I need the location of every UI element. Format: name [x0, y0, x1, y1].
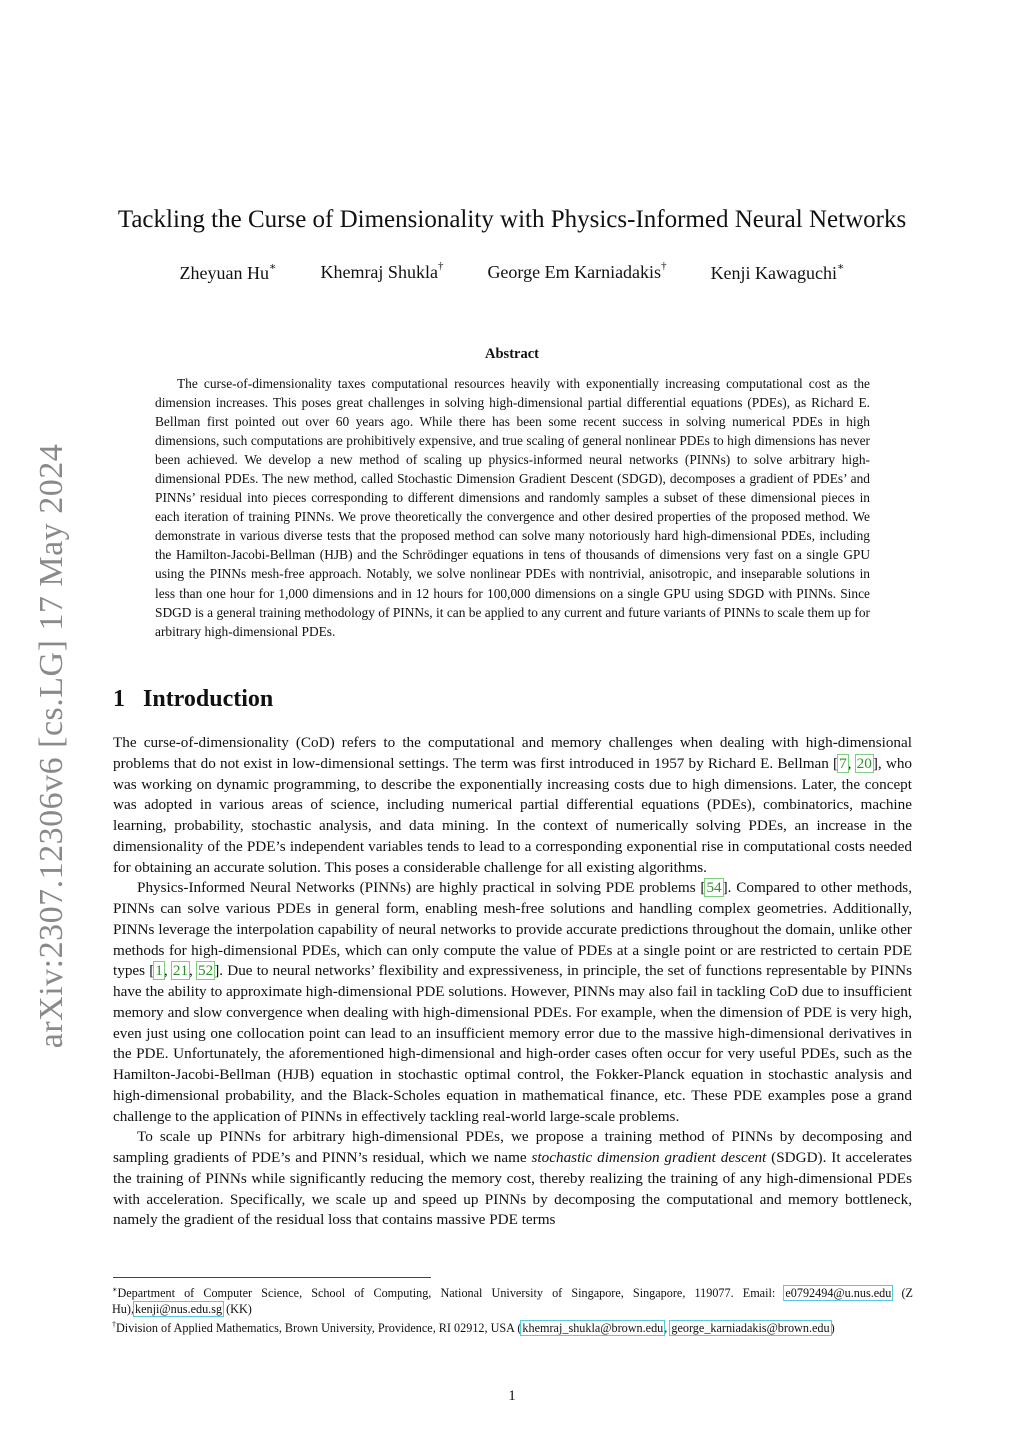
footnote-2	[112, 1317, 913, 1336]
emphasized-term: stochastic dimension gradient descent	[531, 1149, 767, 1166]
footnote-mark: †	[112, 1320, 116, 1330]
text-run: Division of Applied Mathematics, Brown University, Providence, RI 02912, USA (	[116, 1321, 522, 1336]
author-3	[487, 262, 666, 284]
text-run: (Z Hu),	[112, 1286, 913, 1317]
introduction-body	[113, 733, 912, 1231]
text-run: ]. Due to neural networks’ flexibility and expressiveness, in principle, the set of functions representable by PINNs have the ability to approximate high-dimensional PDE solutions. However, PINNs may also fail in tackling CoD due to insufficient memory and slow convergence when dealing with high-dimensional PDEs. For example, when the dimension of PDE is very high, even just using one collocation point can lead to an insufficient memory error due to the massive high-dimensional derivatives in the PDE. Unfortunately, the aforementioned high-dimensional and high-order cases often occur for very useful PDEs, such as the Hamilton-Jacobi-Bellman (HJB) equation in stochastic optimal control, the Fokker-Planck equation in stochastic analysis and high-dimensional probability, and the Black-Scholes equation in mathematical finance, etc. These PDE examples pose a grand challenge to the application of PINNs in effectively tackling real-world large-scale problems.	[113, 962, 912, 1125]
paper-title: Tackling the Curse of Dimensionality with Physics-Informed Neural Networks	[117, 206, 907, 233]
author-name: Kenji Kawaguchi	[710, 263, 838, 283]
page-number: 1	[508, 1388, 516, 1404]
section-title: Introduction	[143, 686, 274, 712]
text-run: ,	[163, 962, 172, 980]
citation-link[interactable]: 1	[155, 962, 163, 980]
paragraph	[113, 733, 912, 878]
citation-link[interactable]: 20	[856, 754, 872, 772]
arxiv-identifier-stamp: arXiv:2307.12306v6 [cs.LG] 17 May 2024	[33, 443, 70, 1049]
text-run: )	[830, 1321, 835, 1336]
email-link[interactable]: kenji@nus.edu.sg	[135, 1302, 223, 1317]
text-run: ,	[847, 754, 856, 772]
text-run: (KK)	[223, 1302, 252, 1317]
affiliation-mark: †	[661, 260, 667, 272]
citation-link[interactable]: 21	[172, 962, 189, 980]
text-run: The curse-of-dimensionality (CoD) refers to the computational and memory challenges when dealing with high-dimensional problems that do not exist in low-dimensional settings. The term was first introduced in 1957 by Richard E. Bellman [	[113, 734, 912, 772]
paragraph	[113, 1127, 912, 1231]
author-2	[320, 262, 443, 284]
author-name: George Em Karniadakis	[487, 262, 662, 282]
author-name: Khemraj Shukla	[320, 262, 438, 282]
affiliation-mark: ∗	[268, 261, 277, 273]
section-number: 1	[113, 686, 125, 712]
affiliation-mark: ∗	[837, 261, 845, 273]
text-run: ], who was working on dynamic programming, to describe the exponentially increasing costs due to high dimensions. Later, the concept was adopted in various areas of science, including numerical partial differential equations (PDEs), combinatorics, machine learning, probability, stochastic analysis, and data mining. In the context of numerically solving PDEs, an increase in the dimensionality of the PDE’s independent variables tends to lead to a corresponding exponential rise in computational costs needed for obtaining an accurate solution. This poses a considerable challenge for all existing algorithms.	[113, 754, 913, 876]
text-run: ]. Compared to other methods, PINNs can solve various PDEs in general form, enabling mesh-free solutions and handling complex geometries. Additionally, PINNs leverage the interpolation capability of neural networks to provide accurate predictions throughout the domain, unlike other methods for high-dimensional PDEs, which can only compute the value of PDEs at a single point or are restricted to certain PDE types [	[113, 879, 912, 980]
affiliation-mark: †	[437, 260, 444, 272]
author-1	[179, 262, 276, 284]
text-run: ,	[189, 962, 198, 980]
text-run: ,	[664, 1321, 668, 1336]
email-link[interactable]: khemraj_shukla@brown.edu	[522, 1321, 664, 1336]
text-run: (SDGD). It accelerates the training of PINNs while significantly reducing the memory cost, thereby realizing the training of any high-dimensional PDEs with acceleration. Specifically, we scale up and speed up PINNs by decomposing the computational and memory bottleneck, namely the gradient of the residual loss that contains massive PDE terms	[113, 1149, 912, 1229]
text-run: Physics-Informed Neural Networks (PINNs) are highly practical in solving PDE problems [	[137, 879, 706, 897]
section-heading	[113, 686, 273, 713]
paragraph	[113, 878, 912, 1127]
footnotes	[112, 1282, 913, 1336]
email-link[interactable]: e0792494@u.nus.edu	[785, 1286, 892, 1301]
author-list	[0, 262, 1024, 284]
abstract-heading: Abstract	[485, 346, 539, 362]
text-run: Department of Computer Science, School of Computing, National University of Singapore, Singapore, 119077. Email:	[117, 1286, 785, 1301]
footnote-mark: ∗	[112, 1285, 118, 1294]
citation-link[interactable]: 54	[706, 879, 722, 897]
author-name: Zheyuan Hu	[179, 263, 269, 283]
author-4	[711, 262, 845, 284]
abstract-text: The curse-of-dimensionality taxes computational resources heavily with exponentially increasing computational cost as the dimension increases. This poses great challenges in solving high-dimensional partial differential equations (PDEs), as Richard E. Bellman first pointed out over 60 years ago. While there has been some recent success in solving numerical PDEs in high dimensions, such computations are prohibitively expensive, and true scaling of general nonlinear PDEs to high dimensions has never been achieved. We develop a new method of scaling up physics-informed neural networks (PINNs) to solve arbitrary high-dimensional PDEs. The new method, called Stochastic Dimension Gradient Descent (SDGD), decomposes a gradient of PDEs’ and PINNs’ residual into pieces corresponding to different dimensions and randomly samples a subset of these dimensional pieces in each iteration of training PINNs. We prove theoretically the convergence and other desired properties of the proposed method. We demonstrate in various diverse tests that the proposed method can solve many notoriously hard high-dimensional PDEs, including the Hamilton-Jacobi-Bellman (HJB) and the Schrödinger equations in tens of thousands of dimensions very fast on a single GPU using the PINNs mesh-free approach. Notably, we solve nonlinear PDEs with nontrivial, anisotropic, and inseparable solutions in less than one hour for 1,000 dimensions and in 12 hours for 100,000 dimensions on a single GPU using SDGD with PINNs. Since SDGD is a general training methodology of PINNs, it can be applied to any current and future variants of PINNs to scale them up for arbitrary high-dimensional PDEs.	[155, 376, 870, 639]
citation-link[interactable]: 52	[198, 962, 214, 980]
email-link[interactable]: george_karniadakis@brown.edu	[671, 1321, 830, 1336]
text-run: To scale up PINNs for arbitrary high-dimensional PDEs, we propose a training method of PINNs by decomposing and sampling gradients of PDE’s and PINN’s residual, which we name	[113, 1128, 912, 1166]
citation-link[interactable]: 7	[839, 754, 847, 772]
footnote-1	[112, 1282, 913, 1317]
footnote-divider	[113, 1277, 431, 1278]
